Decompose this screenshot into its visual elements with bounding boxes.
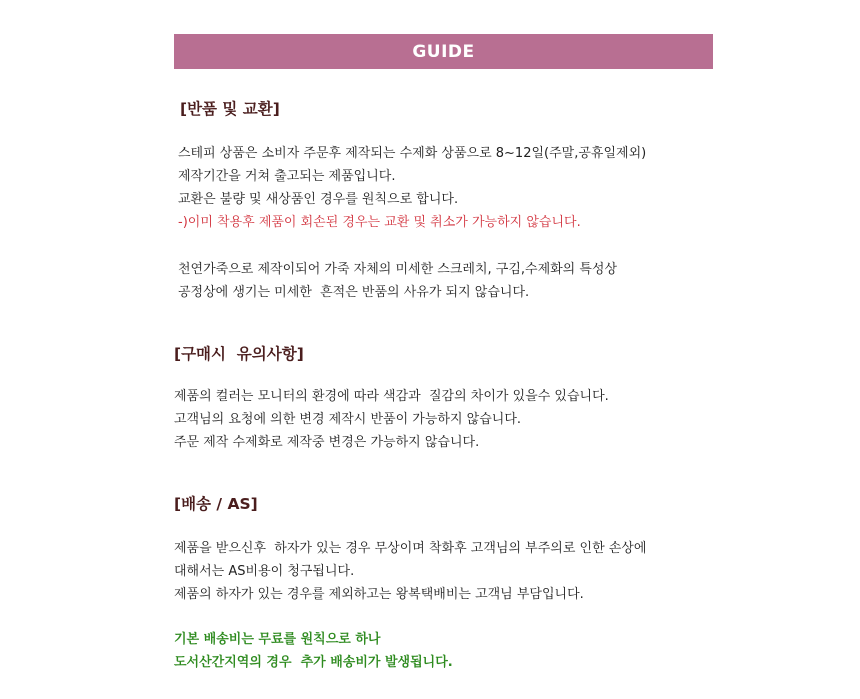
shipping-as-heading: [배송 / AS] [174,495,258,513]
return-line-5: 천연가죽으로 제작이되어 가죽 자체의 미세한 스크레치, 구김,수제화의 특성상 [178,262,618,277]
shipping-free-note: 기본 배송비는 무료를 원칙으로 하나 [174,632,381,647]
guide-header-bar [174,34,713,69]
purchase-line-1: 제품의 컬러는 모니터의 환경에 따라 색감과 질감의 차이가 있을수 있습니다. [174,389,609,404]
guide-title: GUIDE [412,41,475,62]
return-line-6: 공정상에 생기는 미세한 흔적은 반품의 사유가 되지 않습니다. [178,285,530,300]
purchase-notice-heading: [구매시 유의사항] [174,345,304,363]
return-line-3: 교환은 불량 및 새상품인 경우를 원칙으로 합니다. [178,192,459,207]
shipping-line-2: 대해서는 AS비용이 청구됩니다. [174,564,355,579]
purchase-line-3: 주문 제작 수제화로 제작중 변경은 가능하지 않습니다. [174,435,480,450]
return-exchange-heading: [반품 및 교환] [180,100,280,118]
return-warning-line: -)이미 착용후 제품이 회손된 경우는 교환 및 취소가 가능하지 않습니다. [178,215,581,230]
return-line-2: 제작기간을 거쳐 출고되는 제품입니다. [178,169,396,184]
shipping-line-1: 제품을 받으신후 하자가 있는 경우 무상이며 착화후 고객님의 부주의로 인한 손상에 [174,541,647,556]
shipping-remote-note: 도서산간지역의 경우 추가 배송비가 발생됩니다. [174,655,453,670]
purchase-line-2: 고객님의 요청에 의한 변경 제작시 반품이 가능하지 않습니다. [174,412,522,427]
return-line-1: 스테피 상품은 소비자 주문후 제작되는 수제화 상품으로 8~12일(주말,공휴일제외) [178,146,647,161]
shipping-line-3: 제품의 하자가 있는 경우를 제외하고는 왕복택배비는 고객님 부담입니다. [174,587,584,602]
